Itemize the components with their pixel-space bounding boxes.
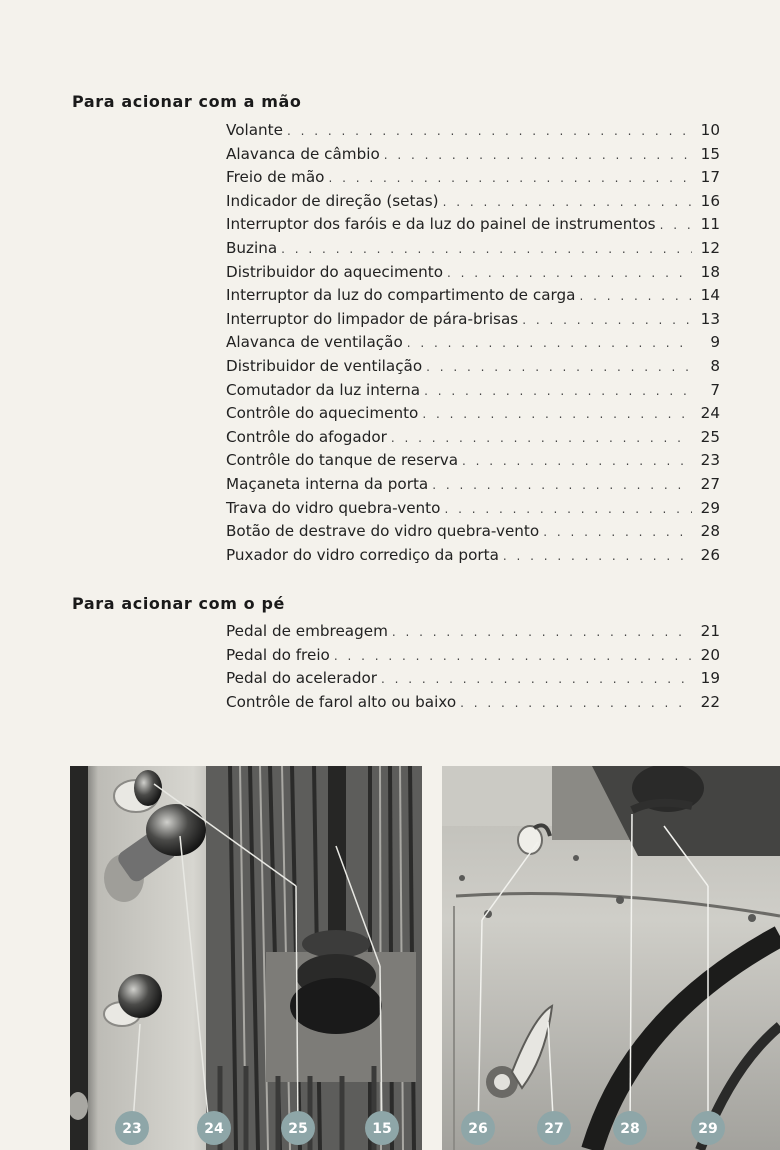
dot-leader (447, 262, 692, 286)
toc-entry-page-number: 16 (700, 191, 720, 210)
dot-leader (660, 214, 692, 238)
toc-entry-page-number: 15 (700, 144, 720, 163)
toc-entry-page-number: 11 (700, 215, 720, 234)
toc-entry (226, 691, 720, 715)
toc-entry-label: Distribuidor de ventilação (226, 356, 423, 375)
toc-entry (226, 520, 720, 544)
toc-entry-label: Maçaneta interna da porta (226, 474, 429, 493)
dot-leader (579, 285, 692, 309)
toc-entry-label: Distribuidor do aquecimento (226, 262, 443, 281)
toc-entry-label: Pedal do acelerador (226, 669, 378, 688)
dot-leader (432, 474, 692, 498)
dot-leader (287, 120, 692, 144)
dot-leader (392, 621, 692, 645)
callout-27: 27 (544, 1121, 564, 1137)
dot-leader (422, 403, 692, 427)
toc-entry (226, 166, 720, 190)
toc-entry-label: Contrôle do afogador (226, 427, 387, 446)
dot-leader (281, 238, 692, 262)
dot-leader (384, 144, 692, 168)
toc-entry (226, 355, 720, 379)
dot-leader (444, 498, 692, 522)
toc-entry-label: Comutador da luz interna (226, 380, 421, 399)
callout-24: 24 (204, 1121, 224, 1137)
dot-leader (543, 521, 692, 545)
toc-entry-page-number: 25 (700, 427, 720, 446)
toc-entry-page-number: 12 (700, 238, 720, 257)
toc-entry (226, 473, 720, 497)
toc-entry-label: Freio de mão (226, 168, 325, 187)
callout-15: 15 (372, 1121, 392, 1137)
toc-entry-label: Botão de destrave do vidro quebra-vento (226, 522, 540, 541)
callout-29: 29 (698, 1121, 718, 1137)
toc-entry (226, 426, 720, 450)
toc-entry-label: Volante (226, 121, 283, 139)
toc-entry-label: Pedal de embreagem (226, 622, 388, 640)
toc-entry-page-number: 7 (710, 380, 720, 399)
toc-entry-label: Contrôle de farol alto ou baixo (226, 692, 457, 711)
dot-leader (460, 692, 692, 716)
toc-entry (226, 261, 720, 285)
toc-entry-label: Alavanca de câmbio (226, 144, 380, 163)
toc-entry (226, 308, 720, 332)
toc-entry-label: Interruptor dos faróis e da luz do painel de instrumentos (226, 215, 656, 234)
callout-26: 26 (468, 1121, 488, 1137)
toc-entry-page-number: 18 (700, 262, 720, 281)
toc-entry (226, 190, 720, 214)
photo-gear-lever-panel (70, 766, 422, 1150)
toc-entry (226, 143, 720, 167)
toc-entry-page-number: 9 (710, 333, 720, 352)
toc-entry (226, 237, 720, 261)
dot-leader (426, 356, 692, 380)
dot-leader (391, 427, 692, 451)
toc-entry-label: Pedal do freio (226, 645, 330, 664)
toc-entry-label: Contrôle do tanque de reserva (226, 451, 459, 470)
dot-leader (334, 645, 692, 669)
toc-entry (226, 213, 720, 237)
toc-entry-label: Puxador do vidro corrediço da porta (226, 545, 499, 564)
toc-entry-page-number: 21 (700, 622, 720, 640)
dot-leader (328, 167, 692, 191)
toc-entry-page-number: 19 (700, 669, 720, 688)
toc-entry (226, 544, 720, 568)
dot-leader (503, 545, 692, 569)
toc-entry-page-number: 8 (710, 356, 720, 375)
toc-entry-page-number: 24 (700, 404, 720, 423)
toc-entry-label: Contrôle do aquecimento (226, 404, 419, 423)
toc-entry-label: Interruptor do limpador de pára-brisas (226, 309, 519, 328)
callout-23: 23 (122, 1121, 142, 1137)
toc-entry-label: Interruptor da luz do compartimento de carga (226, 286, 576, 305)
callout-28: 28 (620, 1121, 640, 1137)
toc-entry-label: Trava do vidro quebra-vento (226, 498, 441, 517)
callout-25: 25 (288, 1121, 308, 1137)
photo-door-panel (442, 766, 780, 1150)
toc-entry-label: Alavanca de ventilação (226, 333, 403, 352)
dot-leader (381, 668, 692, 692)
toc-entry (226, 667, 720, 691)
hand-controls-list (226, 119, 720, 567)
toc-entry-page-number: 28 (700, 522, 720, 541)
toc-entry (226, 449, 720, 473)
dot-leader (462, 450, 692, 474)
toc-entry-page-number: 26 (700, 545, 720, 564)
toc-entry (226, 644, 720, 668)
foot-controls-list (226, 620, 720, 714)
toc-entry (226, 379, 720, 403)
toc-entry-page-number: 20 (700, 645, 720, 664)
toc-entry (226, 119, 720, 143)
toc-entry-page-number: 27 (700, 474, 720, 493)
dot-leader (407, 332, 692, 356)
toc-entry-page-number: 23 (700, 451, 720, 470)
toc-entry-label: Indicador de direção (setas) (226, 191, 439, 210)
toc-entry (226, 284, 720, 308)
dot-leader (424, 380, 692, 404)
toc-entry-page-number: 10 (700, 121, 720, 139)
toc-entry-page-number: 17 (700, 168, 720, 187)
toc-entry-page-number: 22 (700, 692, 720, 711)
section-heading-foot: Para acionar com o pé (72, 594, 285, 613)
toc-entry-label: Buzina (226, 238, 278, 257)
toc-entry-page-number: 29 (700, 498, 720, 517)
toc-entry (226, 402, 720, 426)
toc-entry-page-number: 14 (700, 286, 720, 305)
toc-entry (226, 620, 720, 644)
section-heading-hand: Para acionar com a mão (72, 92, 302, 111)
dot-leader (443, 191, 692, 215)
toc-entry-page-number: 13 (700, 309, 720, 328)
toc-entry (226, 331, 720, 355)
toc-entry (226, 497, 720, 521)
dot-leader (522, 309, 692, 333)
